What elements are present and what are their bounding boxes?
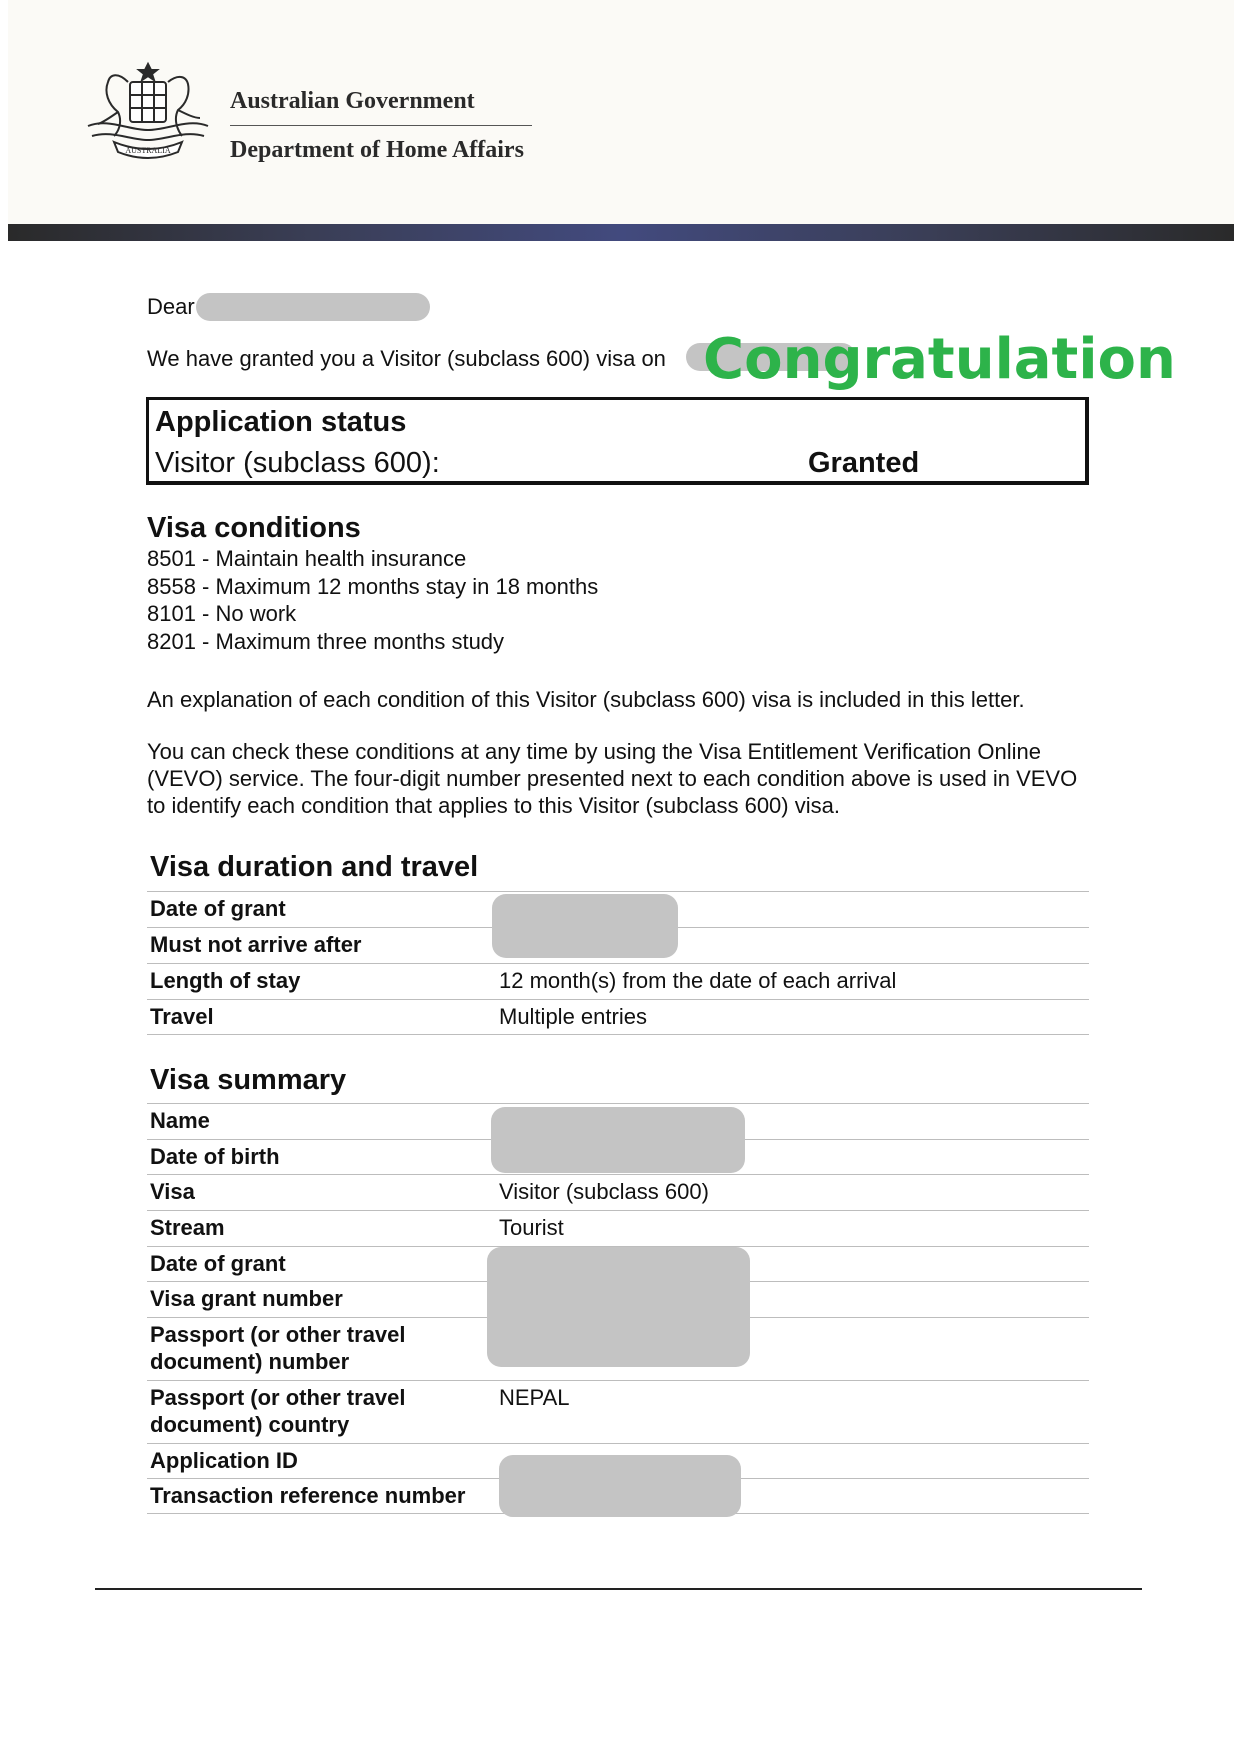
grant-sentence: We have granted you a Visitor (subclass 600) visa on: [147, 346, 666, 371]
conditions-heading: Visa conditions: [147, 512, 361, 544]
row-label: Visa grant number: [150, 1286, 343, 1311]
table-row: [147, 963, 1089, 999]
row-label: Passport (or other travel document) number: [150, 1322, 406, 1374]
redacted-dates: [492, 894, 678, 958]
row-label: Date of grant: [150, 1251, 286, 1276]
row-value: Visitor (subclass 600): [499, 1179, 709, 1204]
row-label: Travel: [150, 1004, 214, 1029]
redacted-grant-details: [487, 1247, 750, 1367]
redacted-application-ids: [499, 1455, 741, 1517]
status-label: Visitor (subclass 600):: [155, 447, 440, 479]
agency-name: [230, 86, 532, 165]
row-label: Visa: [150, 1179, 195, 1204]
row-value: NEPAL: [499, 1385, 570, 1410]
table-row: [147, 1174, 1089, 1210]
row-value: Multiple entries: [499, 1004, 647, 1029]
duration-heading: Visa duration and travel: [150, 851, 479, 883]
department-name: Department of Home Affairs: [230, 137, 524, 163]
government-name: Australian Government: [230, 88, 475, 114]
table-row: [147, 999, 1089, 1035]
congratulation-stamp: Congratulation: [703, 327, 1176, 392]
status-value: Granted: [808, 447, 920, 479]
condition-item: 8558 - Maximum 12 months stay in 18 months: [147, 573, 599, 599]
table-row: [147, 1210, 1089, 1246]
header-gradient-bar: [8, 224, 1234, 241]
condition-item: 8501 - Maintain health insurance: [147, 546, 467, 571]
row-label: Date of grant: [150, 896, 286, 921]
redacted-name-dob: [491, 1107, 745, 1173]
row-label: Must not arrive after: [150, 932, 362, 957]
agency-divider: [230, 125, 532, 126]
table-row: [147, 1380, 1089, 1443]
row-label: Stream: [150, 1215, 225, 1240]
coat-of-arms-icon: [78, 60, 218, 166]
row-value: Tourist: [499, 1215, 564, 1240]
row-label: Length of stay: [150, 968, 301, 993]
condition-item: 8201 - Maximum three months study: [147, 628, 505, 654]
row-label: Passport (or other travel document) country: [150, 1385, 406, 1437]
conditions-explanation: An explanation of each condition of this Visitor (subclass 600) visa is included in this letter.: [147, 687, 1025, 712]
row-value: 12 month(s) from the date of each arrival: [499, 968, 897, 993]
svg-text:AUSTRALIA: AUSTRALIA: [125, 146, 171, 155]
row-label: Name: [150, 1108, 210, 1133]
redacted-recipient-name: [196, 293, 430, 321]
condition-item: 8101 - No work: [147, 601, 297, 626]
row-label: Transaction reference number: [150, 1483, 466, 1508]
vevo-paragraph: You can check these conditions at any time by using the Visa Entitlement Verification Online (VEVO) service. The four-digit number presented next to each condition above is used in VEVO to identify each condition that applies to this Visitor (subclass 600) visa.: [147, 739, 1078, 818]
conditions-list: [147, 545, 598, 655]
application-status-box: [146, 397, 1089, 485]
row-label: Application ID: [150, 1448, 298, 1473]
footer-divider: [95, 1588, 1142, 1590]
summary-heading: Visa summary: [150, 1064, 347, 1096]
row-label: Date of birth: [150, 1144, 280, 1169]
status-title: Application status: [155, 406, 407, 438]
salutation: Dear: [147, 294, 195, 319]
